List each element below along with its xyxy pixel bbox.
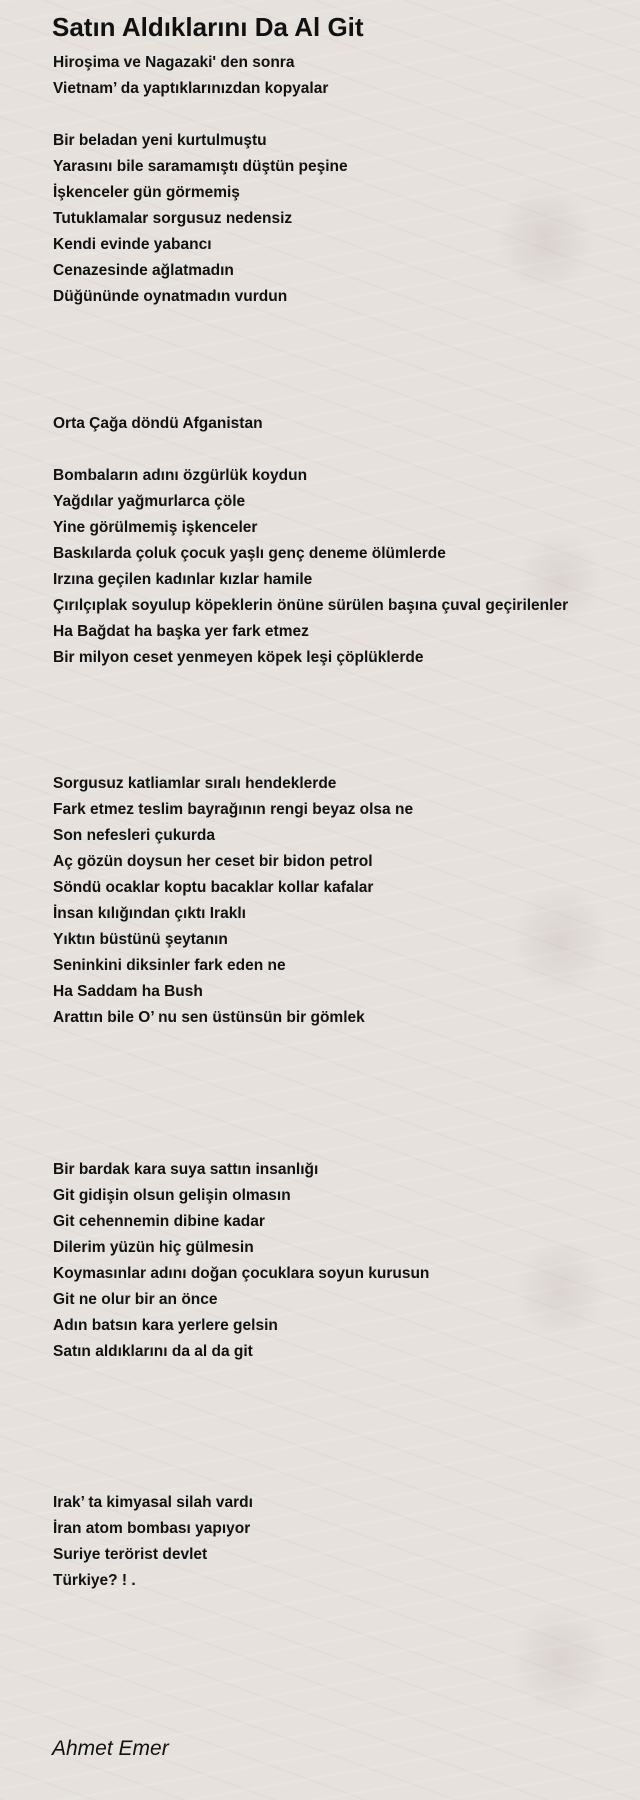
poem-line: Düğününde oynatmadın vurdun bbox=[53, 288, 288, 305]
poem-line: Arattın bile O’ nu sen üstünsün bir gömlek bbox=[53, 1009, 365, 1026]
stanza-4 bbox=[53, 463, 633, 671]
stanza-1 bbox=[53, 50, 633, 102]
poem-line: İnsan kılığından çıktı Iraklı bbox=[53, 905, 246, 922]
poem-line: Bir beladan yeni kurtulmuştu bbox=[53, 132, 267, 149]
poem-line: Yağdılar yağmurlarca çöle bbox=[53, 493, 246, 510]
poem-line: Git ne olur bir an önce bbox=[53, 1291, 218, 1308]
poem-line: Son nefesleri çukurda bbox=[53, 827, 215, 844]
poem-line: Bombaların adını özgürlük koydun bbox=[53, 467, 308, 484]
poem-line: Yıktın büstünü şeytanın bbox=[53, 931, 228, 948]
poem-line: Irak’ ta kimyasal silah vardı bbox=[53, 1494, 253, 1511]
poem-line: Türkiye? ! . bbox=[53, 1572, 136, 1589]
poem-line: İşkenceler gün görmemiş bbox=[53, 184, 240, 201]
poem-line: Cenazesinde ağlatmadın bbox=[53, 262, 234, 279]
poem-line: Bir bardak kara suya sattın insanlığı bbox=[53, 1161, 319, 1178]
poem-line: Fark etmez teslim bayrağının rengi beyaz olsa ne bbox=[53, 801, 414, 818]
poem-line: Baskılarda çoluk çocuk yaşlı genç deneme ölümlerde bbox=[53, 545, 446, 562]
poem-line: Satın aldıklarını da al da git bbox=[53, 1343, 253, 1360]
poem-line: Git gidişin olsun gelişin olmasın bbox=[53, 1187, 291, 1204]
poem-line: Yine görülmemiş işkenceler bbox=[53, 519, 258, 536]
poem-line: Ha Saddam ha Bush bbox=[53, 983, 203, 1000]
stanza-7 bbox=[53, 1490, 633, 1594]
poem-line: Adın batsın kara yerlere gelsin bbox=[53, 1317, 278, 1334]
poem-line: Irzına geçilen kadınlar kızlar hamile bbox=[53, 571, 313, 588]
poem-line: Tutuklamalar sorgusuz nedensiz bbox=[53, 210, 293, 227]
poem-line: Suriye terörist devlet bbox=[53, 1546, 208, 1563]
poem-line: Koymasınlar adını doğan çocuklara soyun kurusun bbox=[53, 1265, 430, 1282]
stanza-2 bbox=[53, 128, 633, 310]
poem-line: Çırılçıplak soyulup köpeklerin önüne sürülen başına çuval geçirilenler bbox=[53, 597, 569, 614]
poem-line: Yarasını bile saramamıştı düştün peşine bbox=[53, 158, 348, 175]
poem-line: Dilerim yüzün hiç gülmesin bbox=[53, 1239, 254, 1256]
poem-line: Aç gözün doysun her ceset bir bidon petrol bbox=[53, 853, 373, 870]
poem-line: Vietnam’ da yaptıklarınızdan kopyalar bbox=[53, 80, 329, 97]
poem-line: Kendi evinde yabancı bbox=[53, 236, 212, 253]
stanza-3 bbox=[53, 411, 633, 437]
poem-line: Seninkini diksinler fark eden ne bbox=[53, 957, 286, 974]
poem-line: Orta Çağa döndü Afganistan bbox=[53, 415, 263, 432]
poem-title: Satın Aldıklarını Da Al Git bbox=[52, 12, 364, 42]
poem-line: Git cehennemin dibine kadar bbox=[53, 1213, 265, 1230]
poem-author: Ahmet Emer bbox=[52, 1737, 169, 1760]
stanza-6 bbox=[53, 1157, 633, 1365]
poem-line: Bir milyon ceset yenmeyen köpek leşi çöplüklerde bbox=[53, 649, 424, 666]
poem-line: Ha Bağdat ha başka yer fark etmez bbox=[53, 623, 309, 640]
poem-line: Sorgusuz katliamlar sıralı hendeklerde bbox=[53, 775, 337, 792]
poem-line: İran atom bombası yapıyor bbox=[53, 1520, 251, 1537]
poem-line: Hiroşima ve Nagazaki' den sonra bbox=[53, 54, 295, 71]
stanza-5 bbox=[53, 771, 633, 1031]
poem-line: Söndü ocaklar koptu bacaklar kollar kafalar bbox=[53, 879, 374, 896]
